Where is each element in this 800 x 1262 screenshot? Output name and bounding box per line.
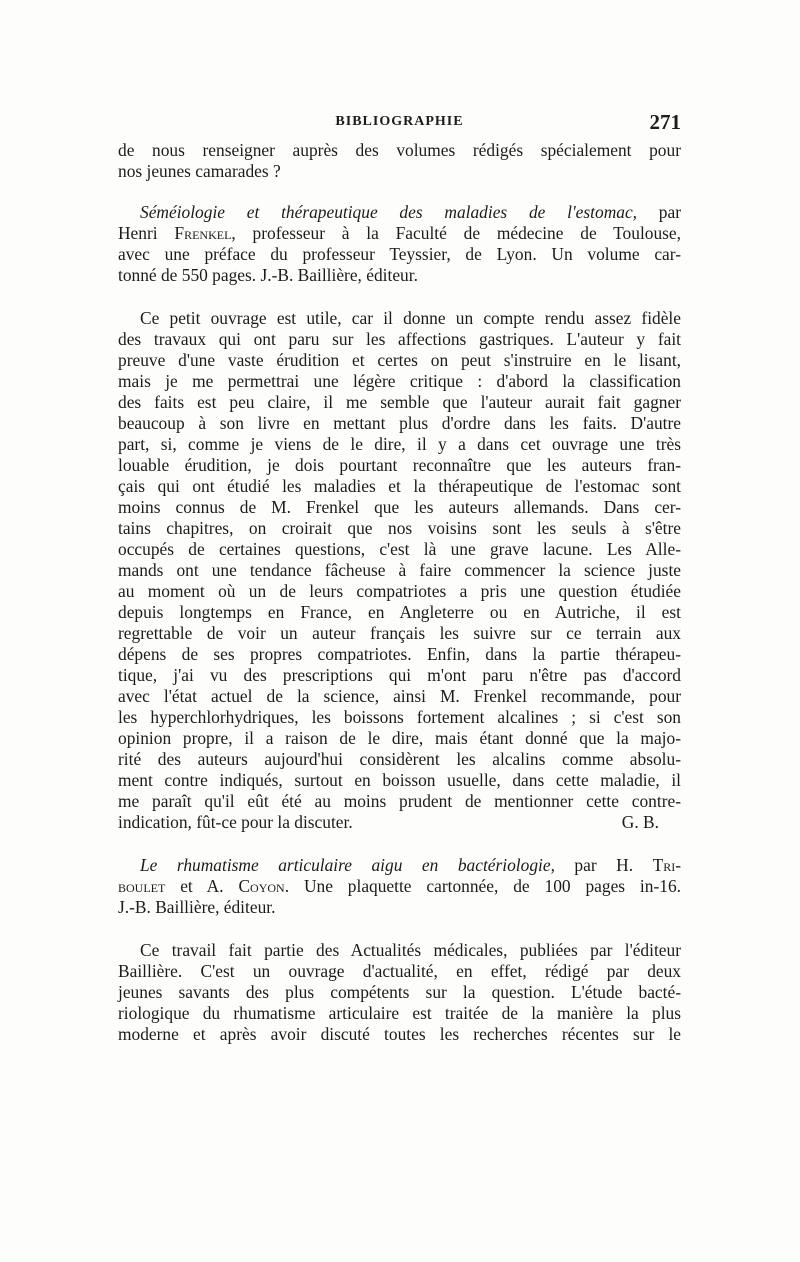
citation-text: tonné de 550 pages. J.-B. Baillière, éditeur. — [118, 265, 418, 285]
text-line: çais qui ont étudié les maladies et la thérapeutique de l'estomac sont — [118, 476, 681, 496]
book-page — [118, 110, 681, 1045]
text-line: ment contre indiqués, surtout en boisson usuelle, dans cette maladie, il — [118, 770, 681, 790]
text-line: au moment où un de leurs compatriotes a pris une question étudiée — [118, 581, 681, 601]
text-line: preuve d'une vaste érudition et certes on peut s'instruire en le lisant, — [118, 350, 681, 370]
citation-text: avec une préface du professeur Teyssier, de Lyon. Un volume car- — [118, 244, 681, 264]
continuation-paragraph — [118, 140, 681, 182]
author-name: Frenkel — [174, 223, 232, 243]
text-line: me paraît qu'il eût été au moins prudent de mentionner cette contre- — [118, 791, 681, 811]
text-line: avec l'état actuel de la science, ainsi M. Frenkel recommande, pour — [118, 686, 681, 706]
entry2-review — [118, 940, 681, 1045]
book-title: Séméiologie et thérapeutique des maladies de l'estomac, — [140, 202, 638, 222]
citation-text: . Une plaquette cartonnée, de 100 pages in-16. — [284, 876, 681, 896]
text-line: moderne et après avoir discuté toutes les recherches récentes sur le — [118, 1024, 681, 1044]
text-line: mais je me permettrai une légère critique : d'abord la classification — [118, 371, 681, 391]
text-line: mands ont une tendance fâcheuse à faire commencer la science juste — [118, 560, 681, 580]
text-line: dépens de ses propres compatriotes. Enfin, dans la partie thérapeu- — [118, 644, 681, 664]
page-header — [118, 110, 681, 140]
book-title: Le rhumatisme articulaire aigu en bactériologie, — [140, 855, 555, 875]
entry1-citation — [118, 202, 681, 286]
author-name: boulet — [118, 876, 166, 896]
reviewer-signature: G. B. — [621, 812, 659, 832]
text-line: des faits est peu claire, il me semble que l'auteur aurait fait gagner — [118, 392, 681, 412]
text-line: occupés de certaines questions, c'est là une grave lacune. Les Alle- — [118, 539, 681, 559]
text-line: Ce travail fait partie des Actualités médicales, publiées par l'éditeur — [140, 940, 681, 960]
text-line: Ce petit ouvrage est utile, car il donne un compte rendu assez fidèle — [140, 308, 681, 328]
text-line: beaucoup à son livre en mettant plus d'ordre dans les faits. D'autre — [118, 413, 681, 433]
text-line-content: indication, fût-ce pour la discuter. — [118, 812, 353, 832]
author-name: Coyon — [238, 876, 285, 896]
text-line: jeunes savants des plus compétents sur la question. L'étude bacté- — [118, 982, 681, 1002]
author-name: Tri- — [652, 855, 681, 875]
citation-text: par H. — [554, 855, 653, 875]
entry2-citation — [118, 855, 681, 918]
text-line: louable érudition, je dois pourtant reconnaître que les auteurs fran- — [118, 455, 681, 475]
running-title: BIBLIOGRAPHIE — [335, 114, 464, 129]
citation-text: Henri — [118, 223, 175, 243]
text-line: tique, j'ai vu des prescriptions qui m'ont paru n'être pas d'accord — [118, 665, 681, 685]
citation-text: J.-B. Baillière, éditeur. — [118, 897, 276, 917]
text-line: nos jeunes camarades ? — [118, 161, 281, 181]
text-line: Baillière. C'est un ouvrage d'actualité, en effet, rédigé par deux — [118, 961, 681, 981]
text-line: riologique du rhumatisme articulaire est traitée de la manière la plus — [118, 1003, 681, 1023]
text-line: opinion propre, il a raison de le dire, mais étant donné que la majo- — [118, 728, 681, 748]
citation-text: et A. — [165, 876, 239, 896]
text-line: les hyperchlorhydriques, les boissons fortement alcalines ; si c'est son — [118, 707, 681, 727]
page-number: 271 — [649, 110, 681, 134]
text-line: rité des auteurs aujourd'hui considèrent les alcalins comme absolu- — [118, 749, 681, 769]
entry1-review — [118, 308, 681, 833]
citation-text: par — [637, 202, 681, 222]
text-line: de nous renseigner auprès des volumes rédigés spécialement pour — [118, 140, 681, 160]
text-line — [118, 812, 681, 833]
text-line: part, si, comme je viens de le dire, il y a dans cet ouvrage une très — [118, 434, 681, 454]
text-line: des travaux qui ont paru sur les affections gastriques. L'auteur y fait — [118, 329, 681, 349]
citation-text: , professeur à la Faculté de médecine de Toulouse, — [231, 223, 682, 243]
text-line: regrettable de voir un auteur français les suivre sur ce terrain aux — [118, 623, 681, 643]
text-line: tains chapitres, on croirait que nos voisins sont les seuls à s'être — [118, 518, 681, 538]
text-line: moins connus de M. Frenkel que les auteurs allemands. Dans cer- — [118, 497, 681, 517]
text-line: depuis longtemps en France, en Angleterre ou en Autriche, il est — [118, 602, 681, 622]
